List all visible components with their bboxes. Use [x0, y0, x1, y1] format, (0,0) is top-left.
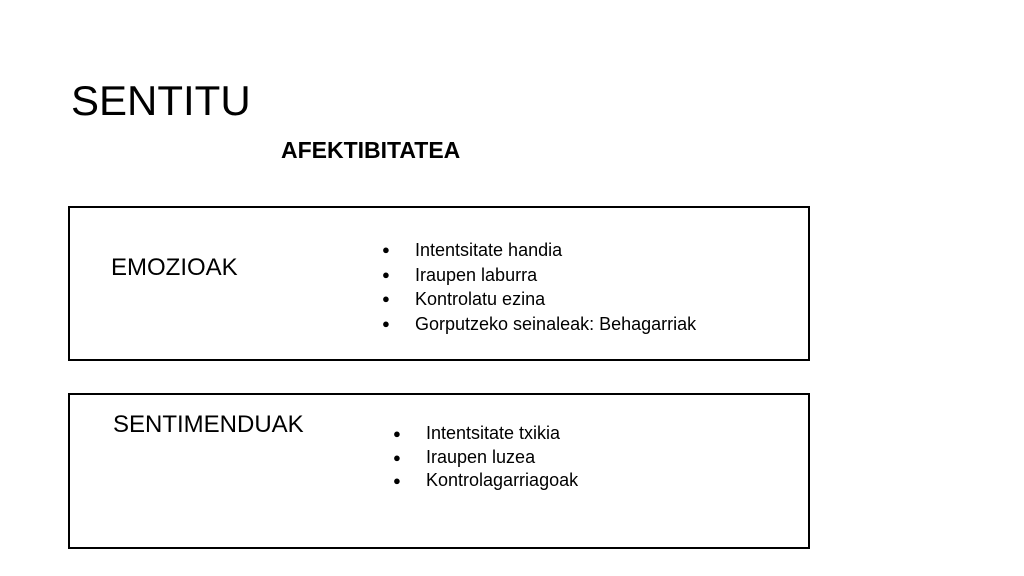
bullet-icon: ●: [382, 242, 390, 257]
slide-title: SENTITU: [71, 77, 251, 124]
list-item: [382, 238, 696, 263]
list-item: [393, 446, 578, 470]
bullet-icon: ●: [393, 449, 401, 465]
list-item-text: Intentsitate txikia: [426, 423, 561, 443]
bullet-icon: ●: [393, 426, 401, 441]
list-item-text: Iraupen laburra: [415, 264, 538, 285]
bullet-icon: ●: [382, 291, 390, 306]
list-item: [382, 312, 696, 337]
emozioak-box: [68, 206, 810, 361]
slide-subtitle: AFEKTIBITATEA: [281, 137, 461, 163]
list-item: [382, 263, 696, 288]
bullet-icon: ●: [382, 266, 390, 282]
emozioak-label: EMOZIOAK: [111, 254, 238, 281]
list-item-text: Gorputzeko seinaleak: Behagarriak: [415, 313, 697, 334]
sentimenduak-box: [68, 393, 810, 549]
list-item-text: Kontrolagarriagoak: [426, 470, 579, 490]
sentimenduak-label: SENTIMENDUAK: [113, 411, 304, 438]
emozioak-list: [382, 238, 696, 336]
list-item-text: Intentsitate handia: [415, 240, 563, 260]
list-item: [393, 422, 578, 446]
bullet-icon: ●: [382, 315, 390, 331]
list-item-text: Iraupen luzea: [426, 446, 536, 467]
list-item: [382, 287, 696, 312]
sentimenduak-list: [393, 422, 578, 493]
list-item: [393, 469, 578, 493]
list-item-text: Kontrolatu ezina: [415, 289, 546, 309]
bullet-icon: ●: [393, 473, 401, 488]
